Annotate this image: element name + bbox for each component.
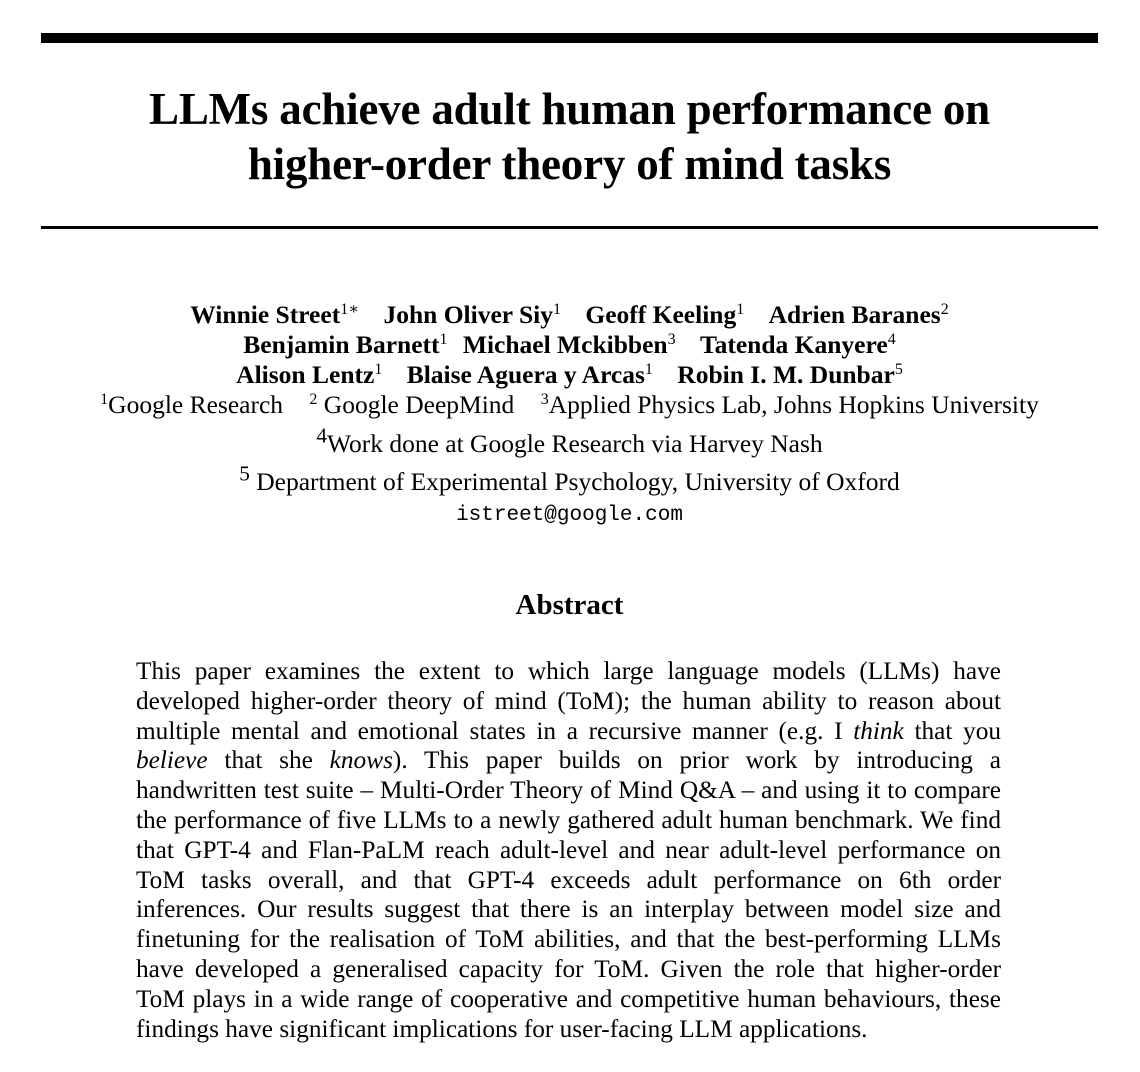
author-name: Blaise Aguera y Arcas$^1$ <box>406 360 653 389</box>
author-name: Adrien Baranes$^2$ <box>768 300 949 329</box>
author-name: Benjamin Barnett$^1$ <box>243 330 448 359</box>
emphasis-believe: believe <box>136 746 208 775</box>
affiliation-row-3 <box>41 459 1098 498</box>
author-name: John Oliver Siy$^1$ <box>383 300 562 329</box>
author-name: Michael Mckibben$^3$ <box>462 330 676 359</box>
author-name: Tatenda Kanyere$^4$ <box>699 330 896 359</box>
author-block <box>41 300 1098 531</box>
affiliation-row-2 <box>41 420 1098 459</box>
title-bottom-rule <box>41 226 1098 229</box>
abstract-body: This paper examines the extent to which large language models (LLMs) have developed higher-order theory of mind (ToM); the human ability to reason about multiple mental and emotional states in a recursive manner (e.g. I think that you believe that she knows). This paper builds on prior work by introducing a handwritten test suite – Multi-Order Theory of Mind Q&A – and using it to compare the performance of five LLMs to a newly gathered adult human benchmark. We find that GPT-4 and Flan-PaLM reach adult-level and near adult-level performance on ToM tasks overall, and that GPT-4 exceeds adult performance on 6th order inferences. Our results suggest that there is an interplay between model size and finetuning for the realisation of ToM abilities, and that the best-performing LLMs have developed a generalised capacity for ToM. Given the role that higher-order ToM plays in a wide range of cooperative and competitive human behaviours, these findings have significant implications for user-facing LLM applications. <box>136 657 1001 1043</box>
author-row-2 <box>41 330 1098 360</box>
affiliation: $^4$Work done at Google Research via Harvey Nash <box>316 423 823 458</box>
author-name: Winnie Street$^{1∗}$ <box>190 300 360 329</box>
author-name: Robin I. M. Dunbar$^5$ <box>677 360 903 389</box>
author-row-3 <box>41 360 1098 390</box>
affiliation: $^5$ Department of Experimental Psychology, University of Oxford <box>239 461 900 496</box>
affiliation: $^3$Applied Physics Lab, Johns Hopkins University <box>540 390 1039 419</box>
top-rule <box>41 33 1098 43</box>
contact-email[interactable]: istreet@google.com <box>456 504 683 527</box>
affiliation-row-1 <box>41 390 1098 420</box>
abstract-heading: Abstract <box>515 589 624 621</box>
email-row <box>41 497 1098 531</box>
title-line-1: LLMs achieve adult human performance on <box>149 84 990 134</box>
emphasis-knows: knows <box>329 746 393 775</box>
paper-title <box>41 82 1098 192</box>
title-line-2: higher-order theory of mind tasks <box>247 139 892 189</box>
author-name: Alison Lentz$^1$ <box>236 360 383 389</box>
affiliation: $^1$Google Research <box>100 390 284 419</box>
author-row-1 <box>41 300 1098 330</box>
affiliation: $^2$ Google DeepMind <box>309 390 515 419</box>
author-name: Geoff Keeling$^1$ <box>585 300 745 329</box>
emphasis-think: think <box>853 716 904 745</box>
